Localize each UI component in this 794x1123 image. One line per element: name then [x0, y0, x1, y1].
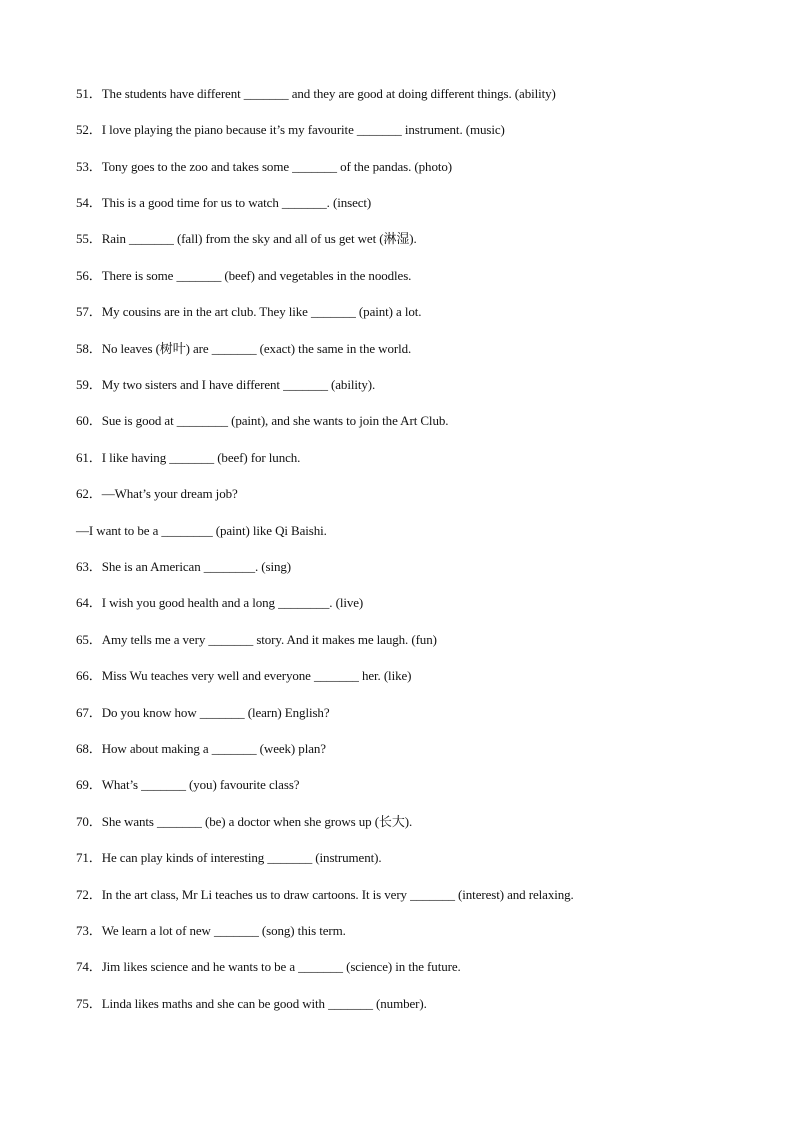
question-57: 57．My cousins are in the art club. They like _______ (paint) a lot.: [76, 304, 422, 319]
question-56: 56．There is some _______ (beef) and vegetables in the noodles.: [76, 268, 412, 283]
question-52: 52．I love playing the piano because it’s my favourite _______ instrument. (music): [76, 122, 505, 137]
question-70: 70．She wants _______ (be) a doctor when she grows up (长大).: [76, 814, 413, 829]
question-71: 71．He can play kinds of interesting _______ (instrument).: [76, 850, 382, 865]
question-69: 69．What’s _______ (you) favourite class?: [76, 777, 300, 792]
question-54: 54．This is a good time for us to watch _______. (insect): [76, 195, 372, 210]
question-58: 58．No leaves (树叶) are _______ (exact) the same in the world.: [76, 341, 412, 356]
question-65: 65．Amy tells me a very _______ story. And it makes me laugh. (fun): [76, 632, 437, 647]
question-75: 75．Linda likes maths and she can be good with _______ (number).: [76, 996, 427, 1011]
question-63: 63．She is an American ________. (sing): [76, 559, 292, 574]
question-68: 68．How about making a _______ (week) plan?: [76, 741, 326, 756]
question-62-answer-line: —I want to be a ________ (paint) like Qi Baishi.: [76, 523, 327, 538]
question-53: 53．Tony goes to the zoo and takes some _______ of the pandas. (photo): [76, 159, 452, 174]
question-72: 72．In the art class, Mr Li teaches us to draw cartoons. It is very _______ (interest) and relaxing.: [76, 887, 574, 902]
question-61: 61．I like having _______ (beef) for lunch.: [76, 450, 301, 465]
question-55: 55．Rain _______ (fall) from the sky and all of us get wet (淋湿).: [76, 231, 417, 246]
question-62: 62．—What’s your dream job?: [76, 486, 238, 501]
question-67: 67．Do you know how _______ (learn) English?: [76, 705, 330, 720]
question-74: 74．Jim likes science and he wants to be a _______ (science) in the future.: [76, 959, 461, 974]
question-73: 73．We learn a lot of new _______ (song) this term.: [76, 923, 346, 938]
question-60: 60．Sue is good at ________ (paint), and she wants to join the Art Club.: [76, 413, 449, 428]
question-64: 64．I wish you good health and a long ________. (live): [76, 595, 364, 610]
question-66: 66．Miss Wu teaches very well and everyone _______ her. (like): [76, 668, 412, 683]
question-59: 59．My two sisters and I have different _______ (ability).: [76, 377, 376, 392]
question-51: 51．The students have different _______ and they are good at doing different things. (ability): [76, 86, 556, 101]
